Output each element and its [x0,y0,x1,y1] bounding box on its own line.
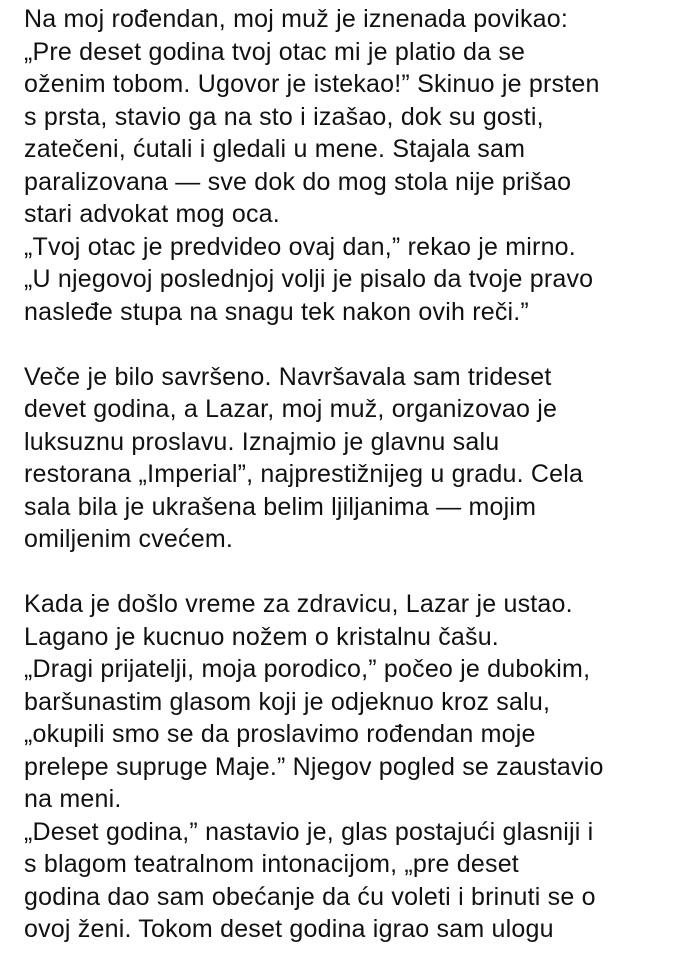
text-line: paralizovana — sve dok do mog stola nije prišao [24,167,572,196]
text-line: „Deset godina,” nastavio je, glas postajući glasniji i [24,817,594,846]
text-line: „Dragi prijatelji, moja porodico,” počeo je dubokim, [24,655,591,683]
text-line: „okupili smo se da proslavimo rođendan moje [24,720,536,748]
text-line: baršunastim glasom koji je odjeknuo kroz salu, [24,687,551,716]
text-line: na meni. [24,785,122,813]
text-line: devet godina, a Lazar, moj muž, organizovao je [24,395,558,423]
text-line: „Tvoj otac je predvideo ovaj dan,” rekao je mirno. [24,232,576,261]
story-text [24,3,696,946]
text-line: zatečeni, ćutali i gledali u mene. Stajala sam [24,135,526,163]
text-line: prelepe supruge Maje.” Njegov pogled se zaustavio [24,752,604,781]
text-line: s prsta, stavio ga na sto i izašao, dok su gosti, [24,102,544,131]
text-line: sala bila je ukrašena belim ljiljanima — mojim [24,492,537,521]
text-line: omiljenim cvećem. [24,525,234,553]
text-line: Na moj rođendan, moj muž je iznenada povikao: [24,5,569,33]
text-line: luksuznu proslavu. Iznajmio je glavnu salu [24,427,500,456]
text-line: restorana „Imperial”, najprestižnijeg u gradu. Cela [24,460,584,488]
paragraph-spacer [24,328,696,361]
text-line: ovoj ženi. Tokom deset godina igrao sam ulogu [24,915,554,943]
text-line: stari advokat mog oca. [24,200,280,228]
paragraph-1 [24,3,696,328]
text-line: Veče je bilo savršeno. Navršavala sam trideset [24,362,552,391]
text-line: Kada je došlo vreme za zdravicu, Lazar je ustao. [24,590,573,618]
paragraph-2 [24,361,696,556]
text-line: s blagom teatralnom intonacijom, „pre deset [24,850,519,878]
text-line: nasleđe stupa na snagu tek nakon ovih reči.” [24,297,529,326]
text-line: Lagano je kucnuo nožem o kristalnu čašu. [24,622,499,651]
text-line: „U njegovoj poslednjoj volji je pisalo da tvoje pravo [24,265,594,293]
paragraph-3 [24,588,696,946]
text-line: „Pre deset godina tvoj otac mi je platio da se [24,37,526,66]
paragraph-spacer [24,556,696,589]
text-line: godina dao sam obećanje da ću voleti i brinuti se o [24,882,596,911]
text-line: oženim tobom. Ugovor je istekao!” Skinuo je prsten [24,70,600,98]
